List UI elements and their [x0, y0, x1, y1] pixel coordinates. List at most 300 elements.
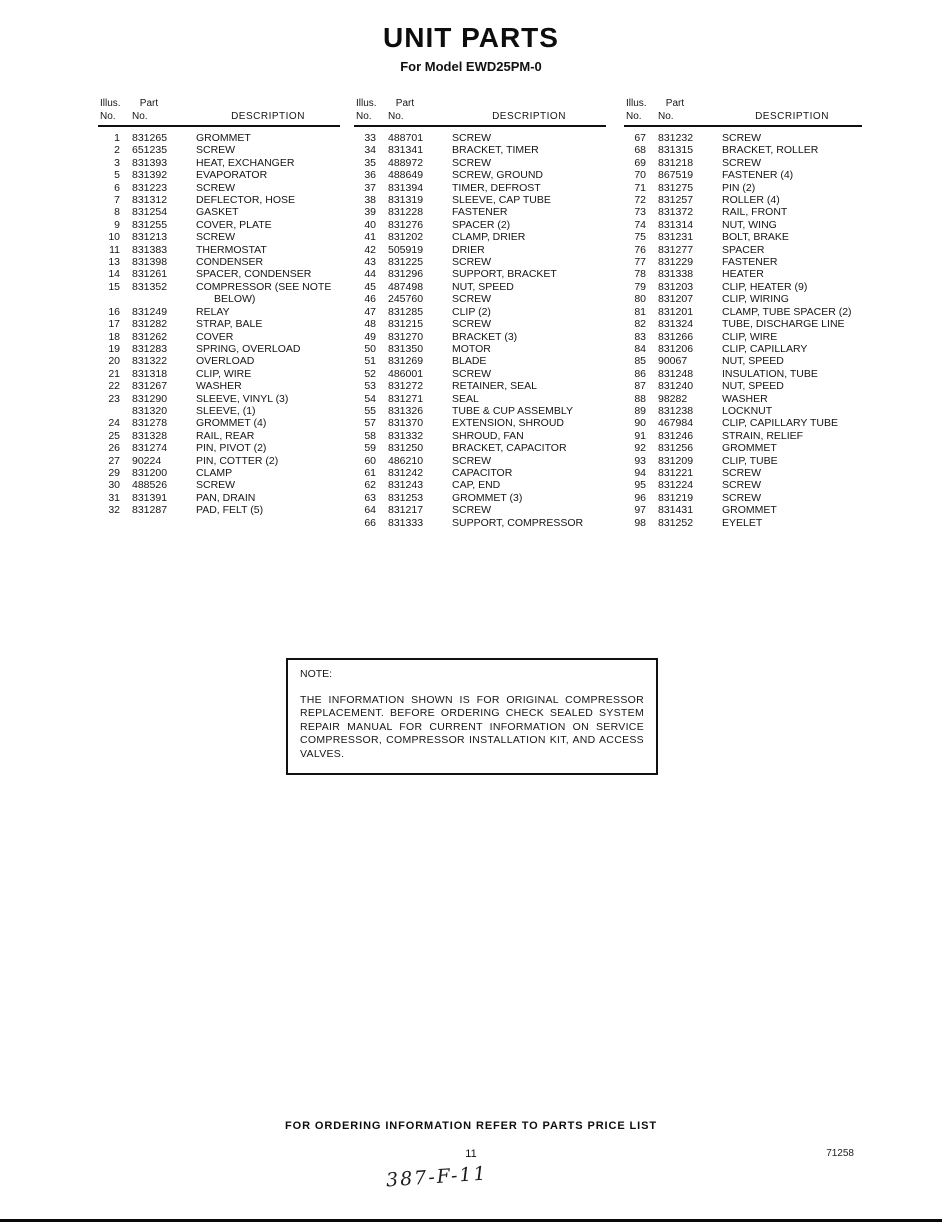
- part-no-cell: 831277: [658, 243, 694, 256]
- parts-row: [98, 430, 340, 442]
- part-no-cell: 831232: [658, 132, 694, 144]
- part-no-cell: 831266: [658, 330, 694, 343]
- illus-no-cell: 34: [364, 144, 376, 157]
- parts-row: [354, 343, 606, 355]
- description-cell: TIMER, DEFROST: [452, 181, 541, 194]
- description-cell: BLADE: [452, 355, 487, 368]
- illus-no-cell: 21: [108, 367, 120, 380]
- parts-row: [98, 132, 340, 144]
- illus-no-cell: 38: [364, 194, 376, 207]
- parts-row: [354, 231, 606, 243]
- column-header-line1: [98, 98, 340, 110]
- illus-no-cell: 95: [634, 479, 646, 492]
- description-cell: LOCKNUT: [722, 404, 773, 417]
- illus-no-cell: 22: [108, 380, 120, 393]
- description-cell: SCREW: [196, 231, 236, 244]
- parts-row: [354, 194, 606, 206]
- description-cell: TUBE & CUP ASSEMBLY: [452, 404, 573, 417]
- part-no-cell: 831328: [132, 429, 168, 442]
- illus-no-cell: 49: [364, 330, 376, 343]
- part-no-cell: 831326: [388, 404, 424, 417]
- description-cell: RAIL, FRONT: [722, 206, 788, 219]
- illus-no-cell: 41: [364, 231, 376, 244]
- parts-row: [354, 169, 606, 181]
- part-no-label: No.: [388, 111, 404, 122]
- parts-row: [354, 293, 606, 305]
- illus-no-cell: 16: [108, 305, 120, 318]
- illus-no-cell: 67: [634, 132, 646, 144]
- illus-no-cell: 17: [108, 318, 120, 331]
- illus-no-cell: 7: [114, 194, 120, 207]
- illus-no-cell: 71: [634, 181, 646, 194]
- parts-row: [354, 132, 606, 144]
- part-no-cell: 831215: [388, 318, 424, 331]
- part-no-cell: 831275: [658, 181, 694, 194]
- illus-header-label: Illus.: [626, 98, 647, 109]
- parts-row: [354, 479, 606, 491]
- parts-row: [98, 343, 340, 355]
- parts-row: [624, 355, 862, 367]
- parts-row: [354, 405, 606, 417]
- description-label: DESCRIPTION: [755, 111, 829, 122]
- illus-no-cell: 31: [108, 491, 120, 504]
- illus-no-cell: 23: [108, 392, 120, 405]
- parts-row: [624, 231, 862, 243]
- illus-no-label: No.: [626, 111, 642, 122]
- illus-no-cell: [98, 405, 124, 417]
- parts-row: [354, 281, 606, 293]
- illus-no-cell: 61: [364, 466, 376, 479]
- parts-row: [98, 244, 340, 256]
- part-no-cell: 831383: [132, 243, 168, 256]
- part-no-cell: 831370: [388, 417, 424, 430]
- illus-no-cell: 43: [364, 256, 376, 269]
- description-cell: DEFLECTOR, HOSE: [196, 194, 295, 207]
- parts-row: [354, 368, 606, 380]
- parts-row: [354, 331, 606, 343]
- part-no-cell: 831274: [132, 442, 168, 455]
- description-cell: SUPPORT, BRACKET: [452, 268, 557, 281]
- parts-row: [624, 380, 862, 392]
- description-cell: NUT, SPEED: [452, 280, 514, 293]
- parts-row: [624, 306, 862, 318]
- parts-row: [98, 318, 340, 330]
- part-no-cell: 831218: [658, 156, 694, 169]
- illus-no-cell: 96: [634, 491, 646, 504]
- part-no-cell: 831398: [132, 256, 168, 269]
- illus-no-cell: 37: [364, 181, 376, 194]
- description-cell: BRACKET (3): [452, 330, 518, 343]
- part-no-cell: 831253: [388, 491, 424, 504]
- part-no-cell: 831394: [388, 181, 424, 194]
- part-no-cell: 831341: [388, 144, 424, 157]
- description-cell: BOLT, BRAKE: [722, 231, 789, 244]
- part-no-cell: 505919: [388, 243, 424, 256]
- part-no-cell: 831265: [132, 132, 168, 144]
- description-label: DESCRIPTION: [492, 111, 566, 122]
- description-cell: STRAP, BALE: [196, 318, 263, 331]
- part-no-cell: 831318: [132, 367, 168, 380]
- part-no-cell: 90067: [658, 355, 688, 368]
- description-cell: SPRING, OVERLOAD: [196, 342, 301, 355]
- description-cell: WASHER: [722, 392, 768, 405]
- description-cell: SCREW: [196, 181, 236, 194]
- part-no-cell: 831256: [658, 442, 694, 455]
- part-no-cell: 831287: [132, 504, 168, 517]
- parts-row: [624, 492, 862, 504]
- illus-no-cell: 2: [114, 144, 120, 157]
- parts-row: [624, 467, 862, 479]
- parts-row: [354, 318, 606, 330]
- illus-no-label: No.: [356, 111, 372, 122]
- part-no-cell: 831200: [132, 466, 168, 479]
- illus-no-cell: 64: [364, 504, 376, 517]
- description-cell: SCREW: [452, 318, 492, 331]
- illus-no-cell: 87: [634, 380, 646, 393]
- description-cell: CAP, END: [452, 479, 501, 492]
- parts-row: [98, 306, 340, 318]
- part-no-cell: 831250: [388, 442, 424, 455]
- parts-row: [98, 281, 340, 306]
- parts-row: [98, 169, 340, 181]
- description-cell: SCREW: [452, 132, 492, 144]
- description-cell: PAD, FELT (5): [196, 504, 264, 517]
- parts-row: [624, 182, 862, 194]
- illus-no-cell: 76: [634, 243, 646, 256]
- illus-no-cell: 11: [109, 243, 120, 256]
- part-no-cell: 831231: [658, 231, 694, 244]
- parts-row: [98, 492, 340, 504]
- parts-row: [98, 417, 340, 429]
- column-header: [624, 98, 862, 127]
- illus-no-cell: 5: [114, 169, 120, 182]
- part-no-cell: 831209: [658, 454, 694, 467]
- part-no-cell: 831223: [132, 181, 168, 194]
- part-no-cell: 831267: [132, 380, 168, 393]
- illus-no-cell: 70: [634, 169, 646, 182]
- description-cell: FASTENER (4): [722, 169, 794, 182]
- illus-no-cell: 3: [114, 156, 120, 169]
- description-cell: TUBE, DISCHARGE LINE: [722, 318, 845, 331]
- description-cell: INSULATION, TUBE: [722, 367, 818, 380]
- part-no-cell: 831393: [132, 156, 168, 169]
- illus-no-cell: 36: [364, 169, 376, 182]
- illus-header-label: Illus.: [356, 98, 377, 109]
- description-cell: BRACKET, ROLLER: [722, 144, 819, 157]
- parts-row: [98, 442, 340, 454]
- illus-no-cell: 30: [108, 479, 120, 492]
- illus-no-cell: 24: [108, 417, 120, 430]
- page-number: 11: [465, 1148, 477, 1160]
- description-cell: FASTENER: [452, 206, 508, 219]
- part-no-cell: 488649: [388, 169, 424, 182]
- parts-row: [98, 206, 340, 218]
- illus-no-cell: 78: [634, 268, 646, 281]
- part-no-cell: 831202: [388, 231, 424, 244]
- description-cell: PAN, DRAIN: [196, 491, 256, 504]
- illus-no-cell: 72: [634, 194, 646, 207]
- illus-no-cell: 55: [364, 404, 376, 417]
- parts-column-3: [624, 98, 862, 529]
- illus-no-cell: 51: [364, 355, 376, 368]
- ordering-footer-note: FOR ORDERING INFORMATION REFER TO PARTS PRICE LIST: [285, 1120, 657, 1132]
- part-no-cell: 831203: [658, 280, 694, 293]
- illus-no-cell: 82: [634, 318, 646, 331]
- description-cell: PIN (2): [722, 181, 756, 194]
- illus-no-cell: 75: [634, 231, 646, 244]
- illus-no-cell: 13: [108, 256, 120, 269]
- description-cell: SCREW: [452, 293, 492, 306]
- part-no-cell: 831201: [658, 305, 694, 318]
- description-cell: CLIP (2): [452, 305, 491, 318]
- description-cell: NUT, SPEED: [722, 380, 784, 393]
- parts-row: [354, 517, 606, 529]
- part-header-label: Part: [665, 98, 685, 109]
- part-header-label: Part: [139, 98, 159, 109]
- part-no-cell: 486001: [388, 367, 424, 380]
- part-no-cell: 831319: [388, 194, 424, 207]
- description-cell: CLAMP, DRIER: [452, 231, 526, 244]
- description-cell: COVER, PLATE: [196, 218, 272, 231]
- illus-no-cell: 73: [634, 206, 646, 219]
- illus-no-cell: 10: [108, 231, 120, 244]
- illus-no-cell: 9: [114, 218, 120, 231]
- part-no-cell: 831255: [132, 218, 168, 231]
- column-header: [98, 98, 340, 127]
- part-no-cell: 831431: [658, 504, 694, 517]
- handwritten-annotation: 387-F-11: [385, 1162, 489, 1192]
- illus-no-cell: 58: [364, 429, 376, 442]
- description-cell: PIN, COTTER (2): [196, 454, 279, 467]
- part-no-cell: 831221: [658, 466, 694, 479]
- parts-row: [354, 268, 606, 280]
- part-no-cell: 831254: [132, 206, 168, 219]
- part-no-cell: 831269: [388, 355, 424, 368]
- parts-row: [354, 380, 606, 392]
- description-cell: SEAL: [452, 392, 479, 405]
- parts-row: [98, 331, 340, 343]
- column-header-line1: [354, 98, 606, 110]
- parts-row: [354, 244, 606, 256]
- illus-no-cell: 88: [634, 392, 646, 405]
- illus-no-cell: 42: [364, 243, 376, 256]
- description-cell: SCREW: [452, 454, 492, 467]
- illus-no-cell: 84: [634, 342, 646, 355]
- illus-no-cell: 48: [364, 318, 376, 331]
- parts-row: [624, 219, 862, 231]
- parts-row: [354, 467, 606, 479]
- parts-row: [354, 430, 606, 442]
- description-cell: SCREW: [452, 156, 492, 169]
- illus-no-cell: 35: [364, 156, 376, 169]
- illus-no-cell: 68: [634, 144, 646, 157]
- part-no-label: No.: [658, 111, 674, 122]
- part-no-cell: 831276: [388, 218, 424, 231]
- parts-row: [624, 479, 862, 491]
- parts-row: [624, 417, 862, 429]
- part-no-cell: 867519: [658, 169, 694, 182]
- part-no-cell: 831219: [658, 491, 694, 504]
- illus-no-cell: 94: [634, 466, 646, 479]
- description-cell: SCREW: [722, 466, 762, 479]
- illus-no-cell: 79: [634, 280, 646, 293]
- compressor-note-box: [286, 658, 658, 775]
- part-no-cell: 90224: [132, 454, 162, 467]
- part-no-cell: 831229: [658, 256, 694, 269]
- parts-rows: [354, 127, 606, 529]
- part-no-cell: 831224: [658, 479, 694, 492]
- illus-no-cell: 20: [108, 355, 120, 368]
- parts-row: [624, 517, 862, 529]
- part-no-cell: 831392: [132, 169, 168, 182]
- illus-no-cell: 14: [108, 268, 120, 281]
- description-cell: GROMMET (4): [196, 417, 267, 430]
- part-header-label: Part: [395, 98, 415, 109]
- illus-no-cell: 54: [364, 392, 376, 405]
- description-cell: SCREW: [722, 156, 762, 169]
- description-cell: EVAPORATOR: [196, 169, 268, 182]
- description-cell: GASKET: [196, 206, 239, 219]
- description-cell: STRAIN, RELIEF: [722, 429, 804, 442]
- illus-no-cell: 57: [364, 417, 376, 430]
- description-cell: ROLLER (4): [722, 194, 780, 207]
- description-cell: SCREW: [452, 504, 492, 517]
- description-cell: SCREW: [722, 491, 762, 504]
- illus-no-cell: 53: [364, 380, 376, 393]
- description-cell: CLIP, CAPILLARY TUBE: [722, 417, 838, 430]
- parts-row: [98, 231, 340, 243]
- part-no-cell: 831248: [658, 367, 694, 380]
- part-no-cell: 831324: [658, 318, 694, 331]
- part-no-cell: 486210: [388, 454, 424, 467]
- parts-row: [354, 393, 606, 405]
- part-no-cell: 831352: [132, 280, 168, 293]
- part-no-cell: 831257: [658, 194, 694, 207]
- description-cell: SLEEVE, VINYL (3): [196, 392, 289, 405]
- illus-no-cell: 39: [364, 206, 376, 219]
- description-cell: EYELET: [722, 516, 763, 529]
- parts-row: [624, 405, 862, 417]
- illus-no-cell: 69: [634, 156, 646, 169]
- parts-row: [98, 355, 340, 367]
- parts-row: [354, 256, 606, 268]
- parts-row: [98, 455, 340, 467]
- parts-row: [624, 393, 862, 405]
- parts-row: [624, 144, 862, 156]
- description-label: DESCRIPTION: [231, 111, 305, 122]
- parts-row: [354, 492, 606, 504]
- illus-no-cell: 26: [108, 442, 120, 455]
- description-cell: GROMMET: [722, 442, 777, 455]
- illus-no-cell: 59: [364, 442, 376, 455]
- illus-no-cell: 80: [634, 293, 646, 306]
- illus-no-cell: 1: [114, 132, 120, 144]
- parts-row: [98, 194, 340, 206]
- document-number: 71258: [826, 1148, 854, 1159]
- description-cell: SUPPORT, COMPRESSOR: [452, 516, 584, 529]
- description-cell: NUT, SPEED: [722, 355, 784, 368]
- parts-row: [354, 219, 606, 231]
- description-cell: COMPRESSOR (SEE NOTE BELOW): [196, 280, 332, 306]
- parts-column-2: [354, 98, 606, 529]
- illus-no-cell: 60: [364, 454, 376, 467]
- description-cell: PIN, PIVOT (2): [196, 442, 267, 455]
- part-no-cell: 831322: [132, 355, 168, 368]
- column-header-line2: [624, 110, 862, 123]
- illus-no-cell: 18: [108, 330, 120, 343]
- description-cell: NUT, WING: [722, 218, 777, 231]
- parts-row: [624, 318, 862, 330]
- part-no-cell: 488701: [388, 132, 424, 144]
- part-no-cell: 831225: [388, 256, 424, 269]
- part-no-cell: 831240: [658, 380, 694, 393]
- illus-no-cell: 44: [364, 268, 376, 281]
- description-cell: RAIL, REAR: [196, 429, 255, 442]
- illus-no-cell: 33: [364, 132, 376, 144]
- parts-row: [624, 281, 862, 293]
- description-cell: CONDENSER: [196, 256, 264, 269]
- part-no-cell: 488972: [388, 156, 424, 169]
- illus-no-cell: 27: [108, 454, 120, 467]
- parts-row: [98, 182, 340, 194]
- part-no-cell: 245760: [388, 293, 424, 306]
- description-cell: BRACKET, CAPACITOR: [452, 442, 567, 455]
- part-no-cell: 831213: [132, 231, 168, 244]
- column-header-line2: [354, 110, 606, 123]
- illus-no-cell: 46: [364, 293, 376, 306]
- description-cell: EXTENSION, SHROUD: [452, 417, 565, 430]
- part-no-cell: 831290: [132, 392, 168, 405]
- part-no-cell: 831278: [132, 417, 168, 430]
- parts-row: [624, 293, 862, 305]
- column-header-line2: [98, 110, 340, 123]
- parts-row: [98, 479, 340, 491]
- part-no-cell: 98282: [658, 392, 688, 405]
- part-no-cell: 831270: [388, 330, 424, 343]
- illus-header-label: Illus.: [100, 98, 121, 109]
- illus-no-cell: 63: [364, 491, 376, 504]
- part-no-cell: 467984: [658, 417, 694, 430]
- description-cell: SCREW: [196, 479, 236, 492]
- illus-no-cell: 92: [634, 442, 646, 455]
- part-no-cell: 831228: [388, 206, 424, 219]
- description-cell: OVERLOAD: [196, 355, 255, 368]
- illus-no-cell: 77: [634, 256, 646, 269]
- part-no-cell: 831243: [388, 479, 424, 492]
- description-cell: RELAY: [196, 305, 230, 318]
- parts-row: [98, 268, 340, 280]
- illus-no-cell: 40: [364, 218, 376, 231]
- parts-row: [624, 442, 862, 454]
- description-cell: SLEEVE, (1): [196, 404, 256, 417]
- description-cell: MOTOR: [452, 342, 491, 355]
- parts-row: [624, 169, 862, 181]
- parts-row: [624, 368, 862, 380]
- description-cell: SHROUD, FAN: [452, 429, 524, 442]
- description-cell: WASHER: [196, 380, 242, 393]
- description-cell: SLEEVE, CAP TUBE: [452, 194, 551, 207]
- parts-row: [98, 467, 340, 479]
- parts-row: [98, 393, 340, 405]
- description-cell: GROMMET: [196, 132, 251, 144]
- illus-no-cell: 29: [108, 466, 120, 479]
- description-cell: CLIP, WIRE: [196, 367, 252, 380]
- illus-no-cell: 25: [108, 429, 120, 442]
- part-no-label: No.: [132, 111, 148, 122]
- illus-no-cell: 83: [634, 330, 646, 343]
- parts-row: [624, 430, 862, 442]
- part-no-cell: 831271: [388, 392, 424, 405]
